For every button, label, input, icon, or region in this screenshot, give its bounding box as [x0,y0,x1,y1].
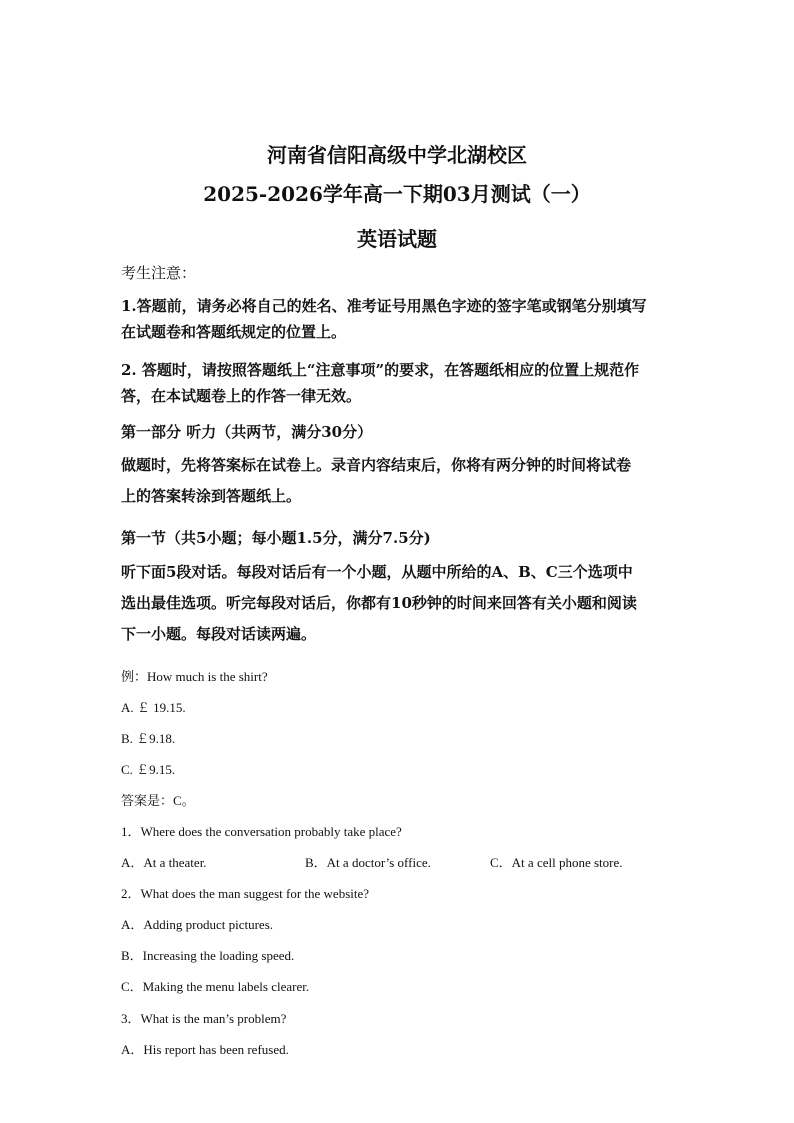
example-option-b: B. ￡9.18. [121,731,176,746]
question-2-stem: 2．What does the man suggest for the website? [121,886,370,901]
section1-intro-line-1: 听下面5段对话。每段对话后有一个小题，从题中所给的A、B、C三个选项中 [121,563,633,581]
section1-heading: 第一节（共5小题；每小题1.5分，满分7.5分) [121,529,431,547]
notice-item-1-line-1: 1.答题前，请务必将自己的姓名、准考证号用黑色字迹的签字笔或钢笔分别填写 [121,297,647,315]
example-answer: 答案是：C。 [121,793,195,808]
part1-heading: 第一部分 听力（共两节，满分30分） [121,423,373,441]
example-question: 例：How much is the shirt? [121,669,268,684]
question-1-option-a: A．At a theater. [121,855,207,870]
question-3-stem: 3．What is the man’s problem? [121,1011,287,1026]
notice-heading: 考生注意： [121,264,197,282]
section1-intro-line-2: 选出最佳选项。听完每段对话后，你都有10秒钟的时间来回答有关小题和阅读 [121,594,637,612]
example-option-c: C. ￡9.15. [121,762,176,777]
part1-intro-line-2: 上的答案转涂到答题纸上。 [121,487,302,505]
school-title: 河南省信阳高级中学北湖校区 [267,143,527,167]
example-option-a: A. ￡ 19.15. [121,700,186,715]
question-1-stem: 1．Where does the conversation probably take place? [121,824,402,839]
section1-intro-line-3: 下一小题。每段对话读两遍。 [121,625,317,643]
question-2-option-c: C．Making the menu labels clearer. [121,979,310,994]
question-3-option-a: A．His report has been refused. [121,1042,289,1057]
part1-intro-line-1: 做题时，先将答案标在试卷上。录音内容结束后，你将有两分钟的时间将试卷 [121,456,632,474]
question-2-option-b: B．Increasing the loading speed. [121,948,295,963]
exam-title: 2025-2026学年高一下期03月测试（一） [203,182,591,206]
notice-item-2-line-2: 答，在本试题卷上的作答一律无效。 [121,387,362,405]
question-1-option-b: B．At a doctor’s office. [305,855,431,870]
subject-title: 英语试题 [357,227,437,251]
question-2-option-a: A．Adding product pictures. [121,917,274,932]
notice-item-2-line-1: 2. 答题时，请按照答题纸上“注意事项”的要求，在答题纸相应的位置上规范作 [121,361,640,379]
notice-item-1-line-2: 在试题卷和答题纸规定的位置上。 [121,323,347,341]
question-1-option-c: C．At a cell phone store. [490,855,623,870]
